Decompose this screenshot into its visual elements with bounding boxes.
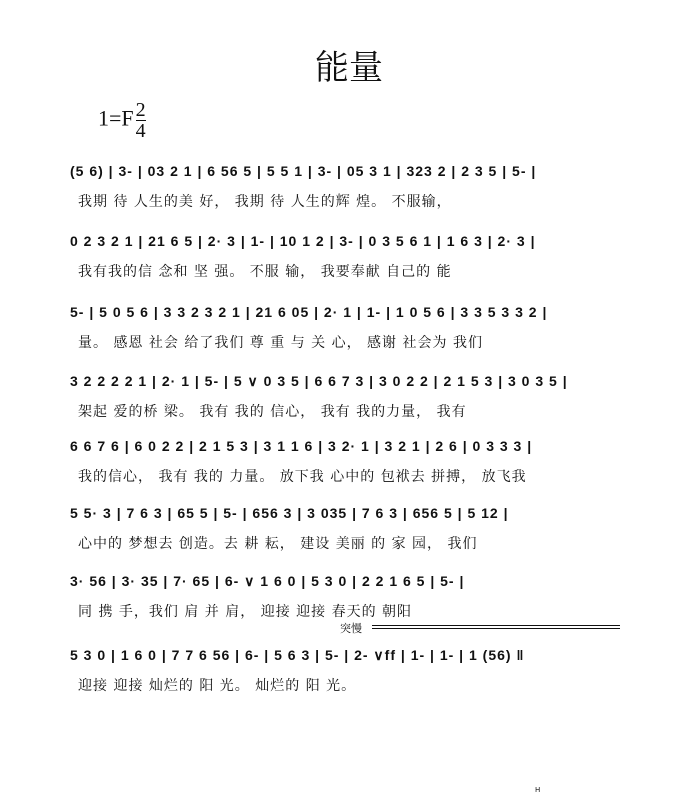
notes-line-7: 3· 56 | 3· 35 | 7· 65 | 6- ∨ 1 6 0 | 5 3 0 | 2 2 1 6 5 | 5- | [70, 573, 465, 589]
key-signature [98, 100, 146, 141]
lyrics-line-2: 我有我的信 念和 坚 强。 不服 输， 我要奉献 自己的 能 [78, 264, 452, 280]
notes-line-2: 0 2 3 2 1 | 21 6 5 | 2· 3 | 1- | 10 1 2 | 3- | 0 3 5 6 1 | 1 6 3 | 2· 3 | [70, 233, 536, 249]
tempo-mark-slowdown: 突慢 [340, 622, 362, 635]
lyrics-line-7: 同 携 手，我们 肩 并 肩， 迎接 迎接 春天的 朝阳 [78, 604, 413, 620]
lyrics-line-3: 量。 感恩 社会 给了我们 尊 重 与 关 心， 感谢 社会为 我们 [78, 335, 483, 351]
notes-line-4: 3 2 2 2 2 1 | 2· 1 | 5- | 5 ∨ 0 3 5 | 6 6 7 3 | 3 0 2 2 | 2 1 5 3 | 3 0 3 5 | [70, 373, 568, 389]
notes-line-5: 6 6 7 6 | 6 0 2 2 | 2 1 5 3 | 3 1 1 6 | 3 2· 1 | 3 2 1 | 2 6 | 0 3 3 3 | [70, 438, 533, 454]
time-signature [136, 100, 146, 141]
lyrics-line-5: 我的信心， 我有 我的 力量。 放下我 心中的 包袱去 拼搏， 放飞我 [78, 469, 527, 485]
notes-line-8: 5 3 0 | 1 6 0 | 7 7 6 56 | 6- | 5 6 3 | 5- | 2- ∨ff | 1- | 1- | 1 (56) ‖ [70, 647, 525, 663]
lyrics-line-4: 架起 爱的桥 梁。 我有 我的 信心， 我有 我的力量， 我有 [78, 404, 467, 420]
notes-line-6: 5 5· 3 | 7 6 3 | 65 5 | 5- | 656 3 | 3 035 | 7 6 3 | 656 5 | 5 12 | [70, 505, 509, 521]
lyrics-line-6: 心中的 梦想去 创造。去 耕 耘， 建设 美丽 的 家 园， 我们 [78, 536, 478, 552]
notes-line-1: (5 6) | 3- | 03 2 1 | 6 56 5 | 5 5 1 | 3- | 05 3 1 | 323 2 | 2 3 5 | 5- | [70, 163, 537, 179]
notes-line-3: 5- | 5 0 5 6 | 3 3 2 3 2 1 | 21 6 05 | 2· 1 | 1- | 1 0 5 6 | 3 3 5 3 3 2 | [70, 304, 548, 320]
slowdown-line-lower [372, 628, 620, 629]
time-numerator: 2 [135, 99, 146, 121]
page-mark: H [535, 786, 541, 794]
lyrics-line-8: 迎接 迎接 灿烂的 阳 光。 灿烂的 阳 光。 [78, 678, 357, 694]
time-denominator: 4 [135, 120, 146, 142]
key-prefix: 1=F [98, 105, 134, 131]
slowdown-line [372, 625, 620, 626]
lyrics-line-1: 我期 待 人生的美 好， 我期 待 人生的辉 煌。 不服输， [78, 194, 452, 210]
page-title: 能量 [315, 48, 383, 88]
